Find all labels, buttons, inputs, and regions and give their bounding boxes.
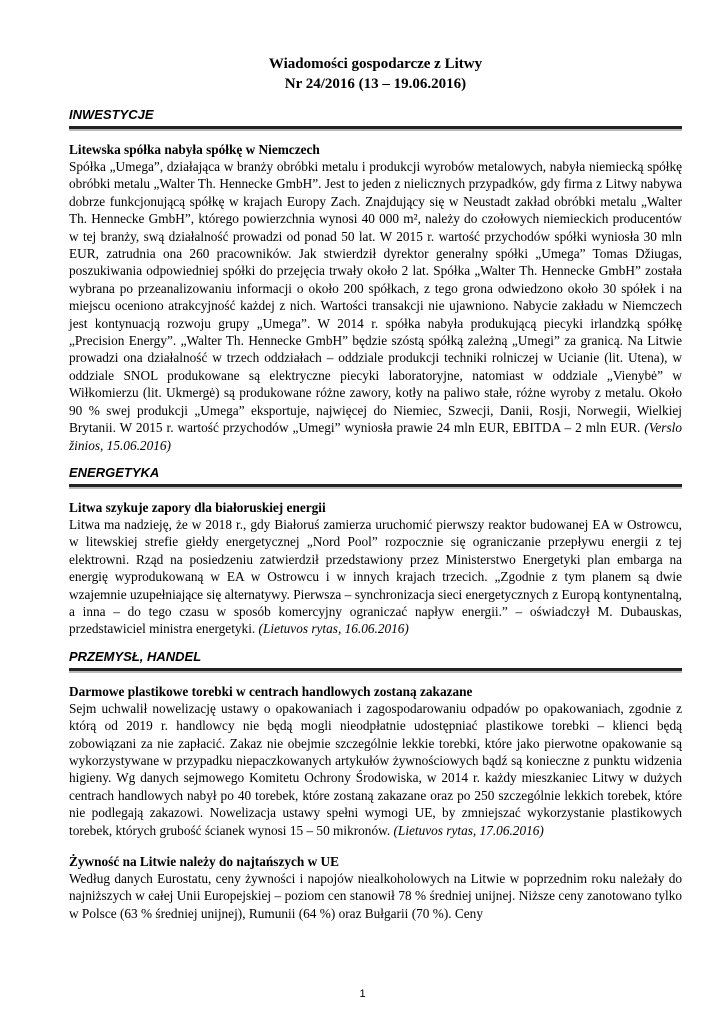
section-heading: INWESTYCJE [69,106,682,129]
page-number: 1 [359,988,366,1000]
article [69,683,682,839]
article-source: (Lietuvos rytas, 17.06.2016) [393,822,544,838]
article [69,853,682,922]
article-text: Spółka „Umega”, działająca w branży obróbki metalu i produkcji wyrobów metalowych, nabyła niemiecką spółkę obróbki metalu „Walter Th. Hennecke GmbH”. Jest to jeden z nielicznych przypadków, gdy firma z Litwy nabywa dobrze funkcjonującą spółkę w krajach Europy Zach. Znajdujący się w Neustadt zakład obróbki metalu „Walter Th. Hennecke GmbH”, którego powierzchnia wynosi 40 000 m², należy do czołowych niemieckich producentów w tej branży, swą działalność prowadzi od ponad 50 lat. W 2015 r. wartość przychodów spółki wyniosła 30 mln EUR, zatrudnia ona 260 pracowników. Jak stwierdził dyrektor generalny spółki „Umega” Tomas Džiugas, poszukiwania odpowiedniej spółki do przejęcia trwały około 2 lat. Spółka „Walter Th. Hennecke GmbH” została wybrana po przeanalizowaniu informacji o około 200 spółkach, z tego grona odwiedzono około 30 spółek i na miejscu oceniono atrakcyjność każdej z nich. Wartości transakcji nie ujawniono. Nabycie zakładu w Niemczech jest kontynuacją rozwoju grupy „Umega”. W 2014 r. spółka nabyła produkującą piecyki irlandzką spółkę „Precision Energy”. „Walter Th. Hennecke GmbH” będzie szóstą spółką zależną „Umegi” za granicą. Na Litwie prowadzi ona działalność w trzech oddziałach – oddziale produkcji techniki rolniczej w Ucianie (lit. Utena), w oddziale SNOL produkowane są elektryczne piecyki laboratoryjne, natomiast w oddziale „Vienybė” w Wiłkomierzu (lit. Ukmergė) są produkowane różne zawory, kotły na paliwo stałe, różne wyroby z metalu. Około 90 % swej produkcji „Umega” eksportuje, najwięcej do Niemiec, Szwecji, Danii, Rosji, Norwegii, Wielkiej Brytanii. W 2015 r. wartość przychodów „Umegi” wyniosła prawie 24 mln EUR, EBITDA – 2 mln EUR. [69,159,682,436]
article-title: Litwa szykuje zapory dla białoruskiej energii [69,499,326,515]
section-inwestycje [69,106,682,454]
article-body [69,700,682,839]
article-text: Sejm uchwalił nowelizację ustawy o opakowaniach i zagospodarowaniu odpadów po opakowaniach, zgodnie z którą od 2019 r. handlowcy nie będą mogli nieodpłatnie udostępniać plastikowe torebki – klienci będą zobowiązani za nie zapłacić. Zakaz nie obejmie szczególnie lekkie torebki, które jako pierwotne opakowanie są wykorzystywane w przypadku niepaczkowanych artykułów żywnościowych bądź są konieczne z punktu widzenia higieny. Wg danych sejmowego Komitetu Ochrony Środowiska, w 2014 r. każdy mieszkaniec Litwy w dużych centrach handlowych nabył po 40 torebek, które zostaną zakazane oraz po 250 szczególnie lekkich torebek, które nie podlegają zakazowi. Nowelizacja ustawy spełni wymogi UE, by zmniejszać wykorzystanie plastikowych torebek, których grubość ścianek wynosi 15 – 50 mikronów. [69,700,682,838]
title-line-2: Nr 24/2016 (13 – 19.06.2016) [284,76,467,92]
article-text: Litwa ma nadzieję, że w 2018 r., gdy Białoruś zamierza uruchomić pierwszy reaktor budowanej EA w Ostrowcu, w litewskiej strefie giełdy energetycznej „Nord Pool” rozpocznie się ograniczanie przepływu energii z tej elektrowni. Rząd na posiedzeniu zatwierdził przedstawiony przez Ministerstwo Energetyki plan embarga na energię wyprodukowaną w EA w Ostrowcu i w innych krajach trzecich. „Zgodnie z tym planem są dwie wzajemnie uzupełniające się alternatywy. Pierwsza – synchronizacja sieci energetycznych z Europą kontynentalną, a inna – do tego czasu w sposób komercyjny ograniczać napływ energii.” – oświadczył M. Dubauskas, przedstawiciel ministra energetyki. [69,516,682,637]
article-source: (Lietuvos rytas, 16.06.2016) [258,621,409,637]
article-body [69,158,682,454]
article-body [69,870,682,922]
article [69,499,682,638]
section-przemysl-handel [69,648,682,922]
document-title [69,54,682,94]
article-body [69,516,682,638]
article-title: Żywność na Litwie należy do najtańszych w UE [69,854,340,869]
article-source: (Verslo žinios, 15.06.2016) [69,420,682,453]
article-title: Litewska spółka nabyła spółkę w Niemczech [69,142,320,157]
article-title: Darmowe plastikowe torebki w centrach handlowych zostaną zakazane [69,683,473,699]
article [69,141,682,454]
title-line-1: Wiadomości gospodarcze z Litwy [268,56,483,72]
section-heading: PRZEMYSŁ, HANDEL [69,648,682,671]
section-heading: ENERGETYKA [69,464,682,487]
document-page [69,0,682,922]
article-text: Według danych Eurostatu, ceny żywności i napojów niealkoholowych na Litwie w poprzednim roku należały do najniższych w całej Unii Europejskiej – poziom cen stanowił 78 % średniej unijnej. Niższe ceny zanotowano tylko w Polsce (63 % średniej unijnej), Rumunii (64 %) oraz Bułgarii (70 %). Ceny [69,871,682,921]
section-energetyka [69,464,682,638]
